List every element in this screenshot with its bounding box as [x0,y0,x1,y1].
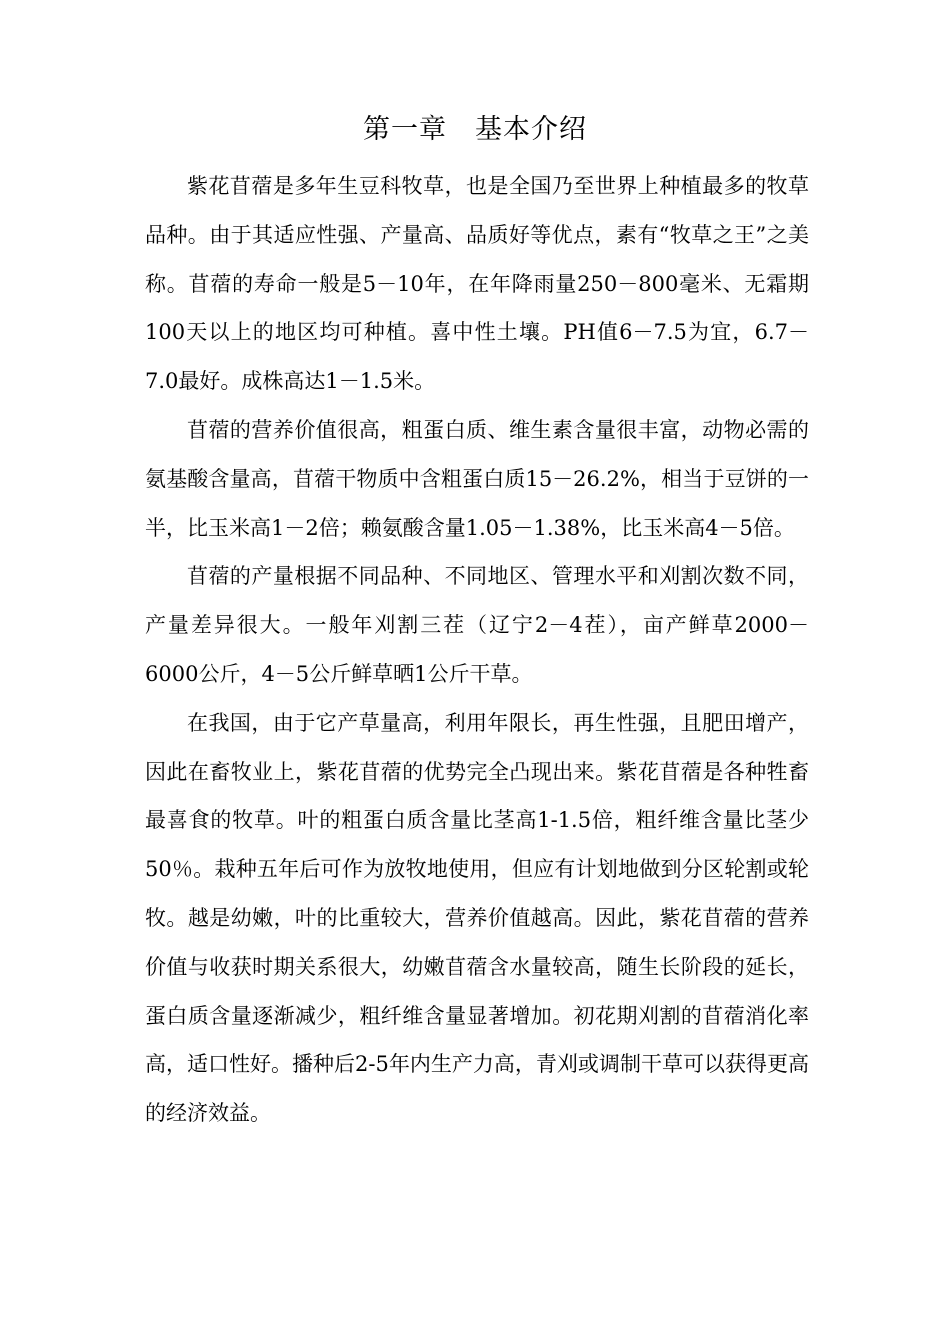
body-text [145,162,809,1138]
paragraph-introduction: 紫花苜蓿是多年生豆科牧草，也是全国乃至世界上种植最多的牧草品种。由于其适应性强、产量高、品质好等优点，素有“牧草之王”之美称。苜蓿的寿命一般是5－10年，在年降雨量250－800毫米、无霜期100天以上的地区均可种植。喜中性土壤。PH值6－7.5为宜，6.7－7.0最好。成株高达1－1.5米。 [145,174,809,394]
paragraph-advantages: 在我国，由于它产草量高，利用年限长，再生性强，且肥田增产，因此在畜牧业上，紫花苜蓿的优势完全凸现出来。紫花苜蓿是各种牲畜最喜食的牧草。叶的粗蛋白质含量比茎高1-1.5倍，粗纤维含量比茎少50％。栽种五年后可作为放牧地使用，但应有计划地做到分区轮割或轮牧。越是幼嫩，叶的比重较大，营养价值越高。因此，紫花苜蓿的营养价值与收获时期关系很大，幼嫩苜蓿含水量较高，随生长阶段的延长，蛋白质含量逐渐减少，粗纤维含量显著增加。初花期刈割的苜蓿消化率高，适口性好。播种后2-5年内生产力高，青刈或调制干草可以获得更高的经济效益。 [145,710,809,1126]
paragraph-nutrition: 苜蓿的营养价值很高，粗蛋白质、维生素含量很丰富，动物必需的氨基酸含量高，苜蓿干物质中含粗蛋白质15－26.2%，相当于豆饼的一半，比玉米高1－2倍；赖氨酸含量1.05－1.38%，比玉米高4－5倍。 [145,417,809,540]
paragraph-yield: 苜蓿的产量根据不同品种、不同地区、管理水平和刈割次数不同，产量差异很大。一般年刈割三茬（辽宁2－4茬），亩产鲜草2000－6000公斤，4－5公斤鲜草晒1公斤干草。 [145,564,809,686]
chapter-title: 第一章 基本介绍 [363,114,587,145]
